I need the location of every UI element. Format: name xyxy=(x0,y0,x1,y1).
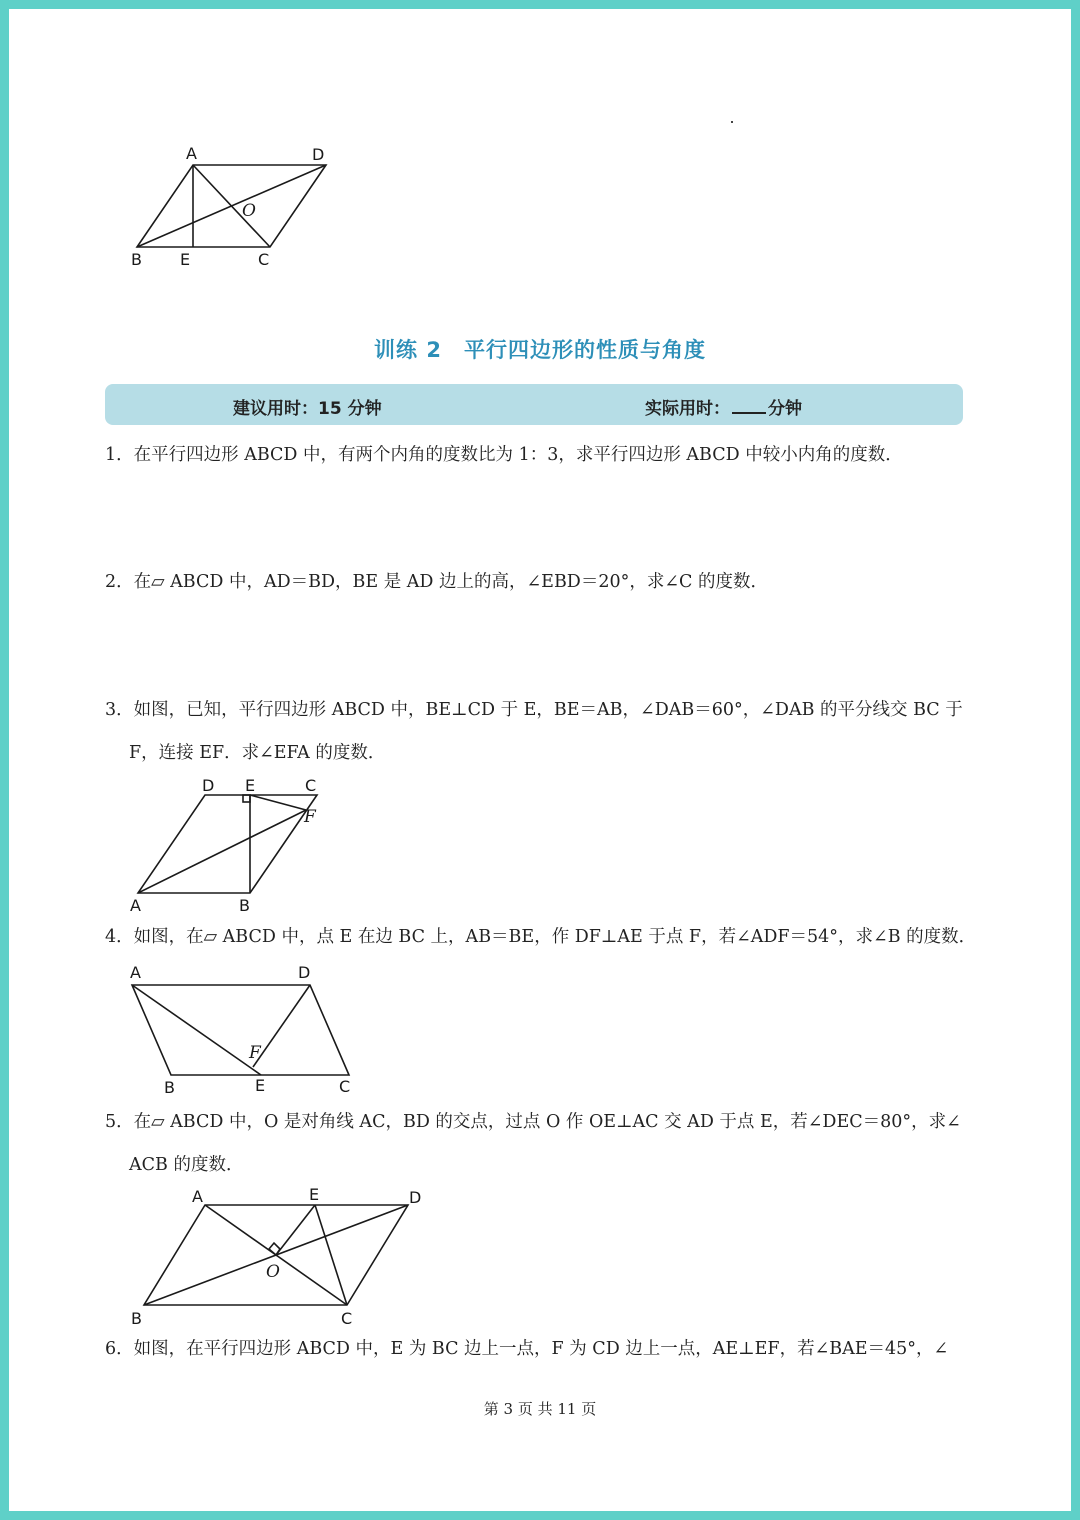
figure-top-parallelogram xyxy=(120,140,350,275)
figure-q3 xyxy=(120,772,340,917)
label-a: A xyxy=(192,1187,203,1206)
time-bar xyxy=(105,384,963,425)
label-d: D xyxy=(202,776,215,795)
label-a: A xyxy=(130,896,141,915)
label-e: E xyxy=(255,1076,266,1095)
label-b: B xyxy=(239,896,250,915)
label-c: C xyxy=(341,1309,353,1328)
label-a: A xyxy=(186,144,197,163)
question-5-line1: 5．在▱ ABCD 中，O 是对角线 AC，BD 的交点，过点 O 作 OE⊥AC 交 AD 于点 E，若∠DEC＝80°，求∠ xyxy=(105,1112,961,1132)
actual-time xyxy=(645,394,802,419)
question-6: 6．如图，在平行四边形 ABCD 中，E 为 BC 边上一点，F 为 CD 边上一点，AE⊥EF，若∠BAE＝45°，∠ xyxy=(105,1339,949,1359)
label-c: C xyxy=(258,250,270,269)
section-label: 训练 2 xyxy=(374,338,442,362)
question-4: 4．如图，在▱ ABCD 中，点 E 在边 BC 上，AB＝BE，作 DF⊥AE 于点 F，若∠ADF＝54°，求∠B 的度数． xyxy=(105,927,977,947)
label-f: F xyxy=(249,1043,261,1063)
label-e: E xyxy=(309,1185,320,1204)
label-b: B xyxy=(131,250,142,269)
label-e: E xyxy=(180,250,191,269)
figure-q5 xyxy=(120,1180,430,1330)
section-name: 平行四边形的性质与角度 xyxy=(463,338,706,362)
label-a: A xyxy=(130,963,141,982)
question-3-line1: 3．如图，已知，平行四边形 ABCD 中，BE⊥CD 于 E，BE＝AB，∠DAB＝60°，∠DAB 的平分线交 BC 于 xyxy=(105,700,963,720)
question-2: 2．在▱ ABCD 中，AD＝BD，BE 是 AD 边上的高，∠EBD＝20°，求∠C 的度数． xyxy=(105,572,768,592)
stray-dot xyxy=(731,121,733,123)
segment-ef xyxy=(250,795,306,810)
question-5-line2: ACB 的度数． xyxy=(129,1155,244,1175)
right-angle-mark xyxy=(243,795,250,802)
label-d: D xyxy=(312,145,325,164)
label-o: O xyxy=(266,1262,280,1282)
parallelogram-q3 xyxy=(138,795,317,893)
label-f: F xyxy=(304,807,316,827)
segment-df xyxy=(253,985,310,1067)
label-o: O xyxy=(242,201,256,221)
page-footer: 第 3 页 共 11 页 xyxy=(483,1400,597,1418)
actual-time-suffix: 分钟 xyxy=(768,399,802,419)
actual-time-blank[interactable] xyxy=(732,398,766,414)
figure-q4 xyxy=(120,958,365,1098)
label-d: D xyxy=(298,963,311,982)
label-d: D xyxy=(409,1188,422,1207)
label-b: B xyxy=(131,1309,142,1328)
section-title xyxy=(0,334,1080,364)
question-3-line2: F，连接 EF．求∠EFA 的度数． xyxy=(129,743,386,763)
label-b: B xyxy=(164,1078,175,1097)
label-c: C xyxy=(305,776,317,795)
label-e: E xyxy=(245,776,256,795)
question-1: 1．在平行四边形 ABCD 中，有两个内角的度数比为 1：3，求平行四边形 ABCD 中较小内角的度数． xyxy=(105,445,903,465)
actual-time-prefix: 实际用时： xyxy=(645,399,730,419)
label-c: C xyxy=(339,1077,351,1096)
segment-ec xyxy=(315,1205,347,1305)
segment-af xyxy=(138,810,306,893)
suggested-time: 建议用时：15 分钟 xyxy=(233,399,382,419)
